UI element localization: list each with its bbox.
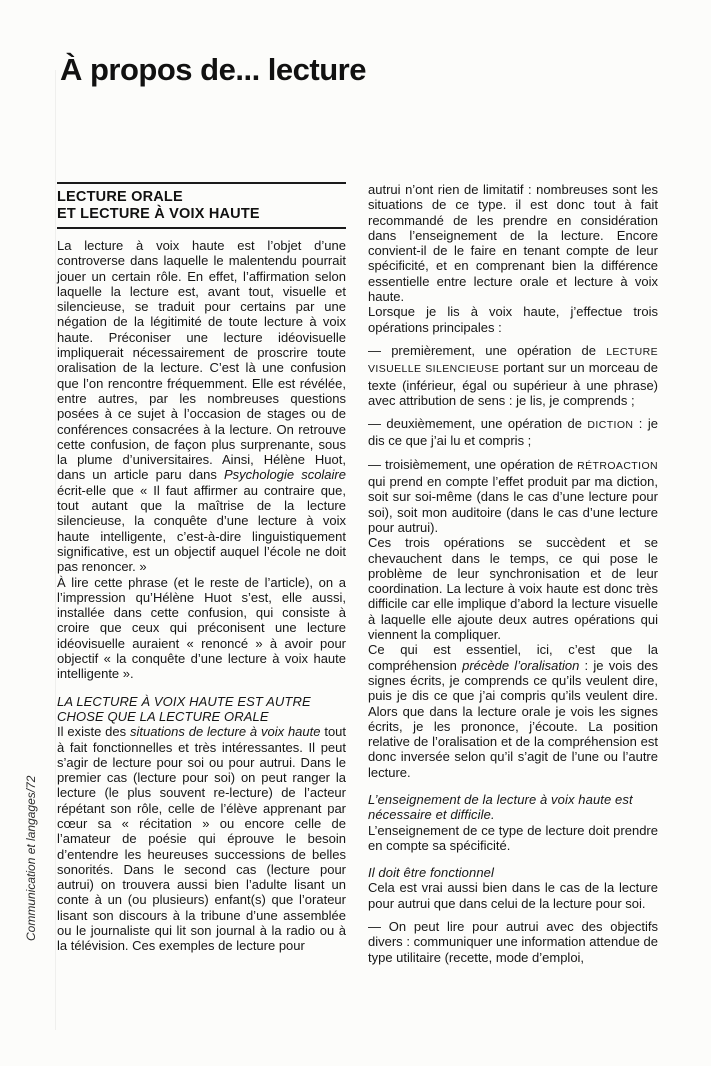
text-segment: L’enseignement de ce type de lecture doit prendre en compte sa spécificité. [368, 822, 658, 853]
text-segment: qui prend en compte l’effet produit par ma diction, soit sur soi-même (dans le cas d’une lecture pour soi), soit mon auditoire (dans le cas d’une lecture pour autrui). [368, 474, 658, 535]
text-segment: portant sur un morceau de texte (inférieur, égal ou supérieur à une phrase) avec attribution de sens : je lis, je comprends ; [368, 360, 658, 408]
paragraph [57, 724, 346, 953]
text-segment-italic: précède l’oralisation [462, 657, 580, 673]
text-segment: L’enseignement de la lecture à voix haute est nécessaire et difficile. [368, 791, 633, 823]
right-column-text [368, 182, 658, 965]
paragraph [368, 642, 658, 780]
subheading [57, 694, 346, 725]
paragraph [368, 823, 658, 854]
text-segment-caps: DICTION [587, 419, 634, 432]
text-segment: — premièrement, une opération de [368, 342, 607, 358]
text-segment: — deuxièmement, une opération de [368, 416, 588, 432]
text-segment-italic: situations de lecture à voix haute [129, 724, 321, 740]
text-segment: autrui n’ont rien de limitatif : nombreuses sont les situations de ce type. il est donc tout à fait recommandé de les prendre en considération dans l’enseignement de la lecture. Encore convient-il de le faire en tenant compte de leur spécificité, et en comprenant bien la différence essentielle entre lecture orale et lecture à voix haute. [368, 182, 658, 305]
page-title: À propos de... lecture [60, 52, 366, 87]
paragraph [368, 182, 658, 304]
text-segment: — On peut lire pour autrui avec des objectifs divers : communiquer une information attendue de type utilitaire (recette, mode d’emploi, [368, 919, 658, 965]
journal-spine-text: Communication et langages/72 [24, 775, 38, 941]
text-segment-italic: Psychologie scolaire [224, 467, 346, 483]
text-segment: Il doit être fonctionnel [368, 865, 494, 881]
text-segment: Ces trois opérations se succèdent et se chevauchent dans le temps, ce qui pose le problème de leur synchronisation et de leur coordination. La lecture à voix haute est donc très difficile car elle implique d’abord la lecture visuelle à laquelle elle ajoute deux autres opérations qui viennent la compliquer. [368, 535, 658, 643]
text-segment: À lire cette phrase (et le reste de l’article), on a l’impression qu’Hélène Huot s’est, elle aussi, installée dans cette confusion, qui consiste à croire que ceux qui préconisent une lecture idéovisuelle auraient « renoncé » à avoir pour objectif « la conquête d’une lecture à voix haute intelligente ». [57, 574, 346, 682]
paragraph [368, 304, 658, 335]
text-segment: La lecture à voix haute est l’objet d’une controverse dans laquelle le malentendu pourrait jouer un certain rôle. En effet, l’affirmation selon laquelle la lecture est, avant tout, visuelle et silencieuse, se traduit pour certains par une négation de la légitimité de toute lecture à voix haute. Préconiser une lecture idéovisuelle impliquerait nécessairement de proscrire toute oralisation de la lecture. C’est là une confusion que l’on rencontre fréquemment. Elle est révélée, entre autres, par les nombreuses questions posées à ce sujet à l’occasion de stages ou de conférences consacrées à la lecture. On retrouve cette confusion, de façon plus surprenante, sous la plume d’universitaires. Ainsi, Hélène Huot, dans un article paru dans [57, 238, 346, 483]
paragraph [368, 880, 658, 911]
right-column [368, 182, 658, 965]
text-segment: : je vois des signes écrits, je comprends ce qu’ils veulent dire, puis je dis ce que j’ai compris qu’ils veulent dire. Alors que dans la lecture orale je vois les signes écrits, je les prononce, j’écoute. La position relative de l’oralisation et de la compréhension est donc inversée selon qu’il s’agit de l’une ou l’autre lecture. [368, 657, 659, 780]
text-segment: : je dis ce que j’ai lu et compris ; [368, 416, 658, 449]
text-segment: Il existe des [57, 724, 130, 740]
section-heading-line1: LECTURE ORALE [57, 189, 183, 205]
paragraph [368, 343, 658, 408]
paragraph [57, 575, 346, 682]
paragraph [57, 238, 346, 575]
scan-fold-line [55, 70, 56, 1030]
text-segment: Lorsque je lis à voix haute, j’effectue trois opérations principales : [368, 304, 658, 335]
text-segment-caps: LECTURE VISUELLE SILENCIEUSE [368, 345, 658, 376]
text-segment-caps: RÉTROACTION [577, 459, 658, 472]
text-segment: écrit-elle que « Il faut affirmer au contraire que, tout autant que la maîtrise de la lecture silencieuse, la conquête d’une lecture à voix haute intelligente, c’est-à-dire linguistiquement significative, est un objectif auquel l’école ne doit pas renoncer. » [57, 482, 346, 575]
left-column [57, 182, 346, 954]
paragraph [368, 457, 658, 535]
subheading [368, 792, 658, 823]
text-segment: tout à fait fonctionnelles et très intéressantes. Il peut s’agir de lecture pour soi ou pour autrui. Dans le premier cas (lecture pour soi) on peut ranger la lecture (le plus souvent re-lecture) de l’acteur répétant son rôle, celle de l’élève apprenant par cœur sa « récitation » ou encore celle de l’amateur de poésie qui éprouve le besoin d’entendre les heureuses successions de belles sonorités. Dans le second cas (lecture pour autrui) on trouvera aussi bien l’adulte lisant un conte à un (ou plusieurs) enfant(s) que l’orateur lisant son discours à la tribune d’une assemblée ou le journaliste qui lit son journal à la radio ou à la télévision. Ces exemples de lecture pour [57, 724, 347, 954]
left-column-text [57, 238, 346, 954]
text-segment: — troisièmement, une opération de [368, 456, 578, 472]
text-segment: LA LECTURE À VOIX HAUTE EST AUTRE CHOSE QUE LA LECTURE ORALE [57, 693, 311, 724]
text-segment: Ce qui est essentiel, ici, c’est que la compréhension [368, 642, 658, 673]
text-segment: Cela est vrai aussi bien dans le cas de la lecture pour autrui que dans celui de la lecture pour soi. [368, 880, 658, 911]
paragraph [368, 416, 658, 449]
paragraph [368, 919, 658, 965]
paragraph [368, 535, 658, 642]
subheading [368, 865, 658, 880]
section-heading [57, 182, 346, 229]
section-heading-line2: ET LECTURE À VOIX HAUTE [57, 206, 260, 222]
